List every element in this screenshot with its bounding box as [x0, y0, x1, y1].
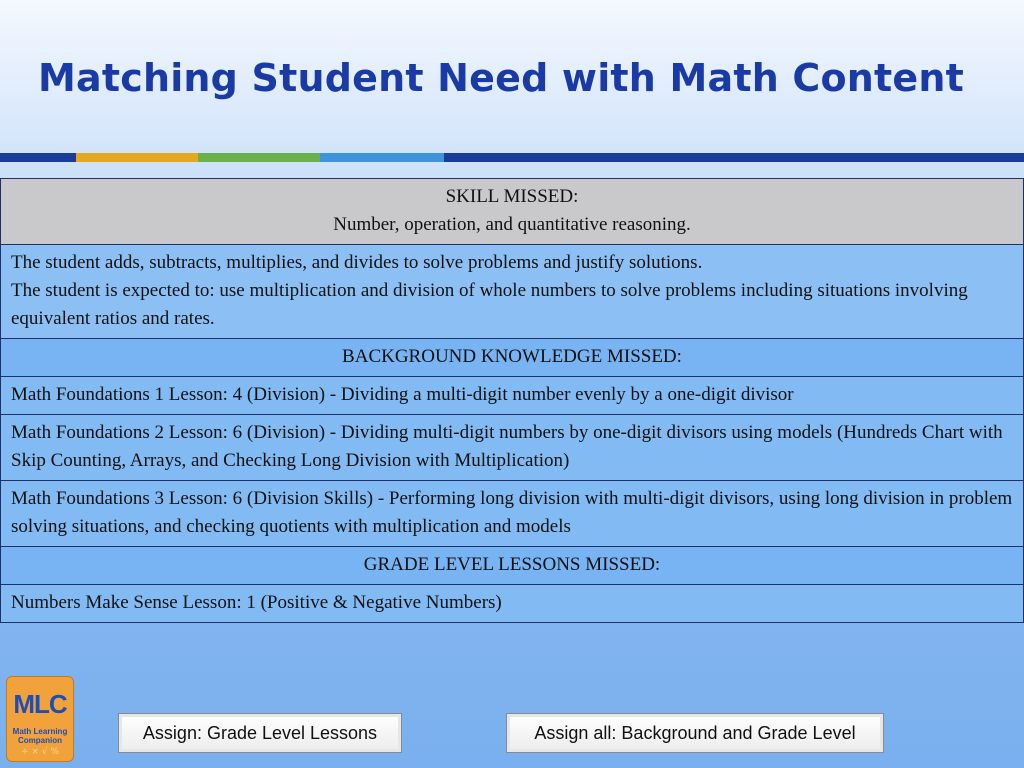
assign-grade-level-lessons-button[interactable]: Assign: Grade Level Lessons [118, 713, 402, 753]
grade-level-header: GRADE LEVEL LESSONS MISSED: [1, 547, 1024, 585]
background-knowledge-header: BACKGROUND KNOWLEDGE MISSED: [1, 339, 1024, 377]
logo-wordmark: MLC [13, 689, 67, 719]
assign-all-background-and-grade-level-button[interactable]: Assign all: Background and Grade Level [506, 713, 884, 753]
skill-missed-label: SKILL MISSED: [445, 186, 579, 207]
table-row [1, 179, 1024, 245]
skill-description-line: The student adds, subtracts, multiplies, and divides to solve problems and justify solutions. [11, 252, 703, 273]
logo-math-symbols-decoration: ÷ × √ % [21, 747, 59, 757]
table-row [1, 377, 1024, 415]
table-row [1, 245, 1024, 339]
background-lesson-1: Math Foundations 1 Lesson: 4 (Division) - Dividing a multi-digit number evenly by a one-digit divisor [1, 377, 1024, 415]
page-title: Matching Student Need with Math Content [38, 56, 964, 100]
underline-segment-blue [320, 153, 444, 162]
underline-segment-gold [76, 153, 198, 162]
mlc-logo [6, 676, 74, 762]
skill-missed-strand: Number, operation, and quantitative reasoning. [333, 214, 691, 235]
logo-subtitle: Math Learning Companion [12, 727, 68, 745]
skill-expectation-line: The student is expected to: use multiplication and division of whole numbers to solve problems including situations involving equivalent ratios and rates. [11, 280, 968, 329]
table-row [1, 547, 1024, 585]
grade-level-lesson-1: Numbers Make Sense Lesson: 1 (Positive & Negative Numbers) [1, 585, 1024, 623]
table-row [1, 585, 1024, 623]
skill-missed-header [1, 179, 1024, 245]
skills-table [0, 178, 1024, 623]
skill-description-cell [1, 245, 1024, 339]
table-row [1, 415, 1024, 481]
table-row [1, 339, 1024, 377]
underline-segment-green [198, 153, 320, 162]
table-row [1, 481, 1024, 547]
background-lesson-3: Math Foundations 3 Lesson: 6 (Division Skills) - Performing long division with multi-digit divisors, using long division in problem solving situations, and checking quotients with multiplication and models [1, 481, 1024, 547]
background-lesson-2: Math Foundations 2 Lesson: 6 (Division) - Dividing multi-digit numbers by one-digit divisors using models (Hundreds Chart with Skip Counting, Arrays, and Checking Long Division with Multiplication) [1, 415, 1024, 481]
